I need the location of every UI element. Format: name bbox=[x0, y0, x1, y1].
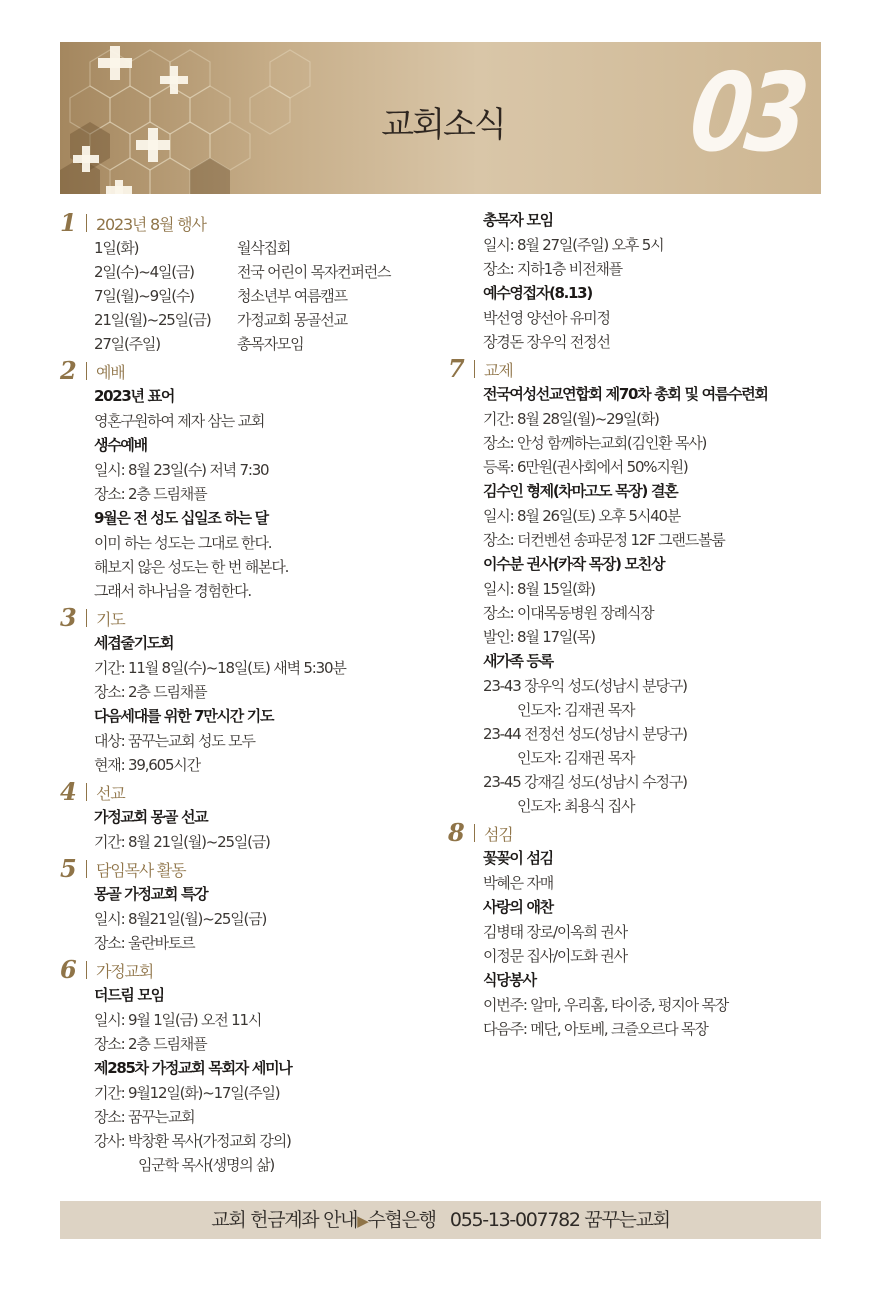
section-number: 1 bbox=[60, 208, 77, 237]
text-line: 일시: 9월 1일(금) 오전 11시 bbox=[94, 1011, 262, 1029]
text-line: 장소: 2층 드림채플 bbox=[94, 683, 207, 701]
section-divider bbox=[474, 824, 475, 842]
section-number: 6 bbox=[60, 955, 77, 984]
arrow-right-icon: ▶ bbox=[357, 1212, 368, 1230]
footer-account: 수협은행 055-13-007782 꿈꾸는교회 bbox=[367, 1209, 670, 1231]
subheading: 새가족 등록 bbox=[483, 652, 553, 670]
text-line: 기간: 8월 21일(월)~25일(금) bbox=[94, 833, 270, 851]
event-date: 2일(수)~4일(금) bbox=[94, 263, 194, 281]
subheading: 꽃꽂이 섬김 bbox=[483, 849, 553, 867]
text-line: 다음주: 메단, 아토베, 크즐오르다 목장 bbox=[483, 1020, 708, 1038]
subheading: 9월은 전 성도 십일조 하는 달 bbox=[94, 509, 268, 527]
section-service-header bbox=[448, 820, 848, 846]
section-prayer-header bbox=[60, 605, 440, 631]
subheading: 이수분 권사(카작 목장) 모친상 bbox=[483, 555, 665, 573]
text-line: 장소: 2층 드림채플 bbox=[94, 1035, 207, 1053]
event-name: 총목자모임 bbox=[237, 335, 304, 353]
subheading: 식당봉사 bbox=[483, 971, 536, 989]
text-line: 장소: 더컨벤션 송파문정 12F 그랜드볼룸 bbox=[483, 531, 725, 549]
section-prayer bbox=[60, 631, 440, 777]
section-fellowship-header bbox=[448, 356, 848, 382]
list-item bbox=[94, 332, 440, 356]
text-line: 일시: 8월21일(월)~25일(금) bbox=[94, 910, 267, 928]
page-title: 교회소식 bbox=[381, 105, 505, 145]
section-divider bbox=[86, 362, 87, 380]
event-date: 21일(월)~25일(금) bbox=[94, 311, 211, 329]
section-house-church-header bbox=[60, 957, 440, 983]
text-line: 장소: 안성 함께하는교회(김인환 목사) bbox=[483, 434, 707, 452]
section-number: 4 bbox=[60, 777, 77, 806]
list-item bbox=[94, 284, 440, 308]
list-item bbox=[94, 260, 440, 284]
list-item-guide: 인도자: 김재권 목자 bbox=[517, 701, 635, 719]
section-worship bbox=[60, 384, 440, 603]
subheading: 세겹줄기도회 bbox=[94, 634, 174, 652]
subheading: 사랑의 애찬 bbox=[483, 898, 553, 916]
text-line: 그래서 하나님을 경험한다. bbox=[94, 582, 251, 600]
subheading: 몽골 가정교회 특강 bbox=[94, 885, 208, 903]
subheading: 김수인 형제(차마고도 목장) 결혼 bbox=[483, 482, 678, 500]
text-line: 박선영 양선아 유미정 bbox=[483, 309, 610, 327]
right-column bbox=[448, 208, 848, 1041]
section-title: 교제 bbox=[484, 360, 513, 380]
section-fellowship bbox=[448, 382, 848, 818]
section-number: 5 bbox=[60, 854, 77, 883]
section-events-header bbox=[60, 210, 440, 236]
subheading: 생수예배 bbox=[94, 436, 147, 454]
text-line: 이정문 집사/이도화 권사 bbox=[483, 947, 627, 965]
section-title: 선교 bbox=[96, 783, 125, 803]
text-line: 기간: 8월 28일(월)~29일(화) bbox=[483, 410, 659, 428]
section-divider bbox=[86, 961, 87, 979]
list-item bbox=[94, 236, 440, 260]
subheading: 더드림 모임 bbox=[94, 986, 164, 1004]
section-divider bbox=[474, 360, 475, 378]
event-date: 7일(월)~9일(수) bbox=[94, 287, 194, 305]
text-line: 대상: 꿈꾸는교회 성도 모두 bbox=[94, 732, 255, 750]
section-service bbox=[448, 846, 848, 1041]
section-title: 2023년 8월 행사 bbox=[96, 214, 206, 234]
section-title: 섬김 bbox=[484, 824, 513, 844]
section-divider bbox=[86, 214, 87, 232]
text-line: 현재: 39,605시간 bbox=[94, 756, 200, 774]
list-item-guide: 인도자: 최용식 집사 bbox=[517, 797, 635, 815]
text-line: 등록: 6만원(권사회에서 50%지원) bbox=[483, 458, 688, 476]
left-column bbox=[60, 208, 440, 1177]
event-name: 월삭집회 bbox=[237, 239, 291, 257]
event-date: 1일(화) bbox=[94, 239, 139, 257]
list-item: 23-43 장우익 성도(성남시 분당구) bbox=[483, 677, 687, 695]
text-line: 일시: 8월 27일(주일) 오후 5시 bbox=[483, 236, 664, 254]
section-number: 3 bbox=[60, 603, 77, 632]
section-house-church bbox=[60, 983, 440, 1177]
section-house-church-continued bbox=[448, 208, 848, 354]
text-line: 기간: 11월 8일(수)~18일(토) 새벽 5:30분 bbox=[94, 659, 346, 677]
section-mission bbox=[60, 805, 440, 854]
text-line: 장소: 꿈꾸는교회 bbox=[94, 1108, 195, 1126]
text-line: 장소: 2층 드림채플 bbox=[94, 485, 207, 503]
text-line: 일시: 8월 23일(수) 저녁 7:30 bbox=[94, 461, 269, 479]
event-name: 가정교회 몽골선교 bbox=[237, 311, 347, 329]
subheading: 제285차 가정교회 목회자 세미나 bbox=[94, 1059, 292, 1077]
section-divider bbox=[86, 783, 87, 801]
page-header bbox=[60, 42, 821, 194]
subheading: 예수영접자(8.13) bbox=[483, 284, 592, 302]
text-line: 임군학 목사(생명의 삶) bbox=[138, 1156, 275, 1174]
text-line: 발인: 8월 17일(목) bbox=[483, 628, 595, 646]
text-line: 해보지 않은 성도는 한 번 해본다. bbox=[94, 558, 289, 576]
event-date: 27일(주일) bbox=[94, 335, 160, 353]
section-divider bbox=[86, 860, 87, 878]
text-line: 기간: 9월12일(화)~17일(주일) bbox=[94, 1084, 280, 1102]
list-item: 23-45 강재길 성도(성남시 수정구) bbox=[483, 773, 687, 791]
section-divider bbox=[86, 609, 87, 627]
text-line: 강사: 박창환 목사(가정교회 강의) bbox=[94, 1132, 291, 1150]
subheading: 총목자 모임 bbox=[483, 211, 553, 229]
text-line: 이번주: 알마, 우리홈, 타이중, 펑지아 목장 bbox=[483, 996, 729, 1014]
section-events bbox=[60, 236, 440, 356]
section-mission-header bbox=[60, 779, 440, 805]
list-item bbox=[94, 308, 440, 332]
section-title: 예배 bbox=[96, 362, 125, 382]
section-number: 8 bbox=[448, 818, 465, 847]
page-number: 03 bbox=[684, 51, 808, 176]
section-number: 7 bbox=[448, 354, 465, 383]
section-title: 담임목사 활동 bbox=[96, 860, 186, 880]
text-line: 장소: 이대목동병원 장례식장 bbox=[483, 604, 654, 622]
text-line: 장소: 울란바토르 bbox=[94, 934, 195, 952]
subheading: 다음세대를 위한 7만시간 기도 bbox=[94, 707, 274, 725]
subheading: 2023년 표어 bbox=[94, 387, 175, 405]
text-line: 장소: 지하1층 비전채플 bbox=[483, 260, 622, 278]
section-title: 가정교회 bbox=[96, 961, 154, 981]
section-pastor bbox=[60, 882, 440, 955]
text-line: 김병태 장로/이옥희 권사 bbox=[483, 923, 627, 941]
text-line: 이미 하는 성도는 그대로 한다. bbox=[94, 534, 272, 552]
section-worship-header bbox=[60, 358, 440, 384]
event-name: 전국 어린이 목자컨퍼런스 bbox=[237, 263, 391, 281]
subheading: 가정교회 몽골 선교 bbox=[94, 808, 208, 826]
subheading: 전국여성선교연합회 제70차 총회 및 여름수련회 bbox=[483, 385, 768, 403]
text-line: 장경돈 장우익 전정선 bbox=[483, 333, 610, 351]
section-pastor-header bbox=[60, 856, 440, 882]
text-line: 일시: 8월 15일(화) bbox=[483, 580, 595, 598]
section-number: 2 bbox=[60, 356, 77, 385]
section-title: 기도 bbox=[96, 609, 125, 629]
footer-label: 교회 헌금계좌 안내 bbox=[211, 1209, 358, 1231]
event-name: 청소년부 여름캠프 bbox=[237, 287, 347, 305]
list-item: 23-44 전정선 성도(성남시 분당구) bbox=[483, 725, 687, 743]
text-line: 일시: 8월 26일(토) 오후 5시40분 bbox=[483, 507, 681, 525]
text-line: 영혼구원하여 제자 삼는 교회 bbox=[94, 412, 265, 430]
text-line: 박혜은 자매 bbox=[483, 874, 554, 892]
offering-account-footer bbox=[60, 1201, 821, 1239]
list-item-guide: 인도자: 김재권 목자 bbox=[517, 749, 635, 767]
